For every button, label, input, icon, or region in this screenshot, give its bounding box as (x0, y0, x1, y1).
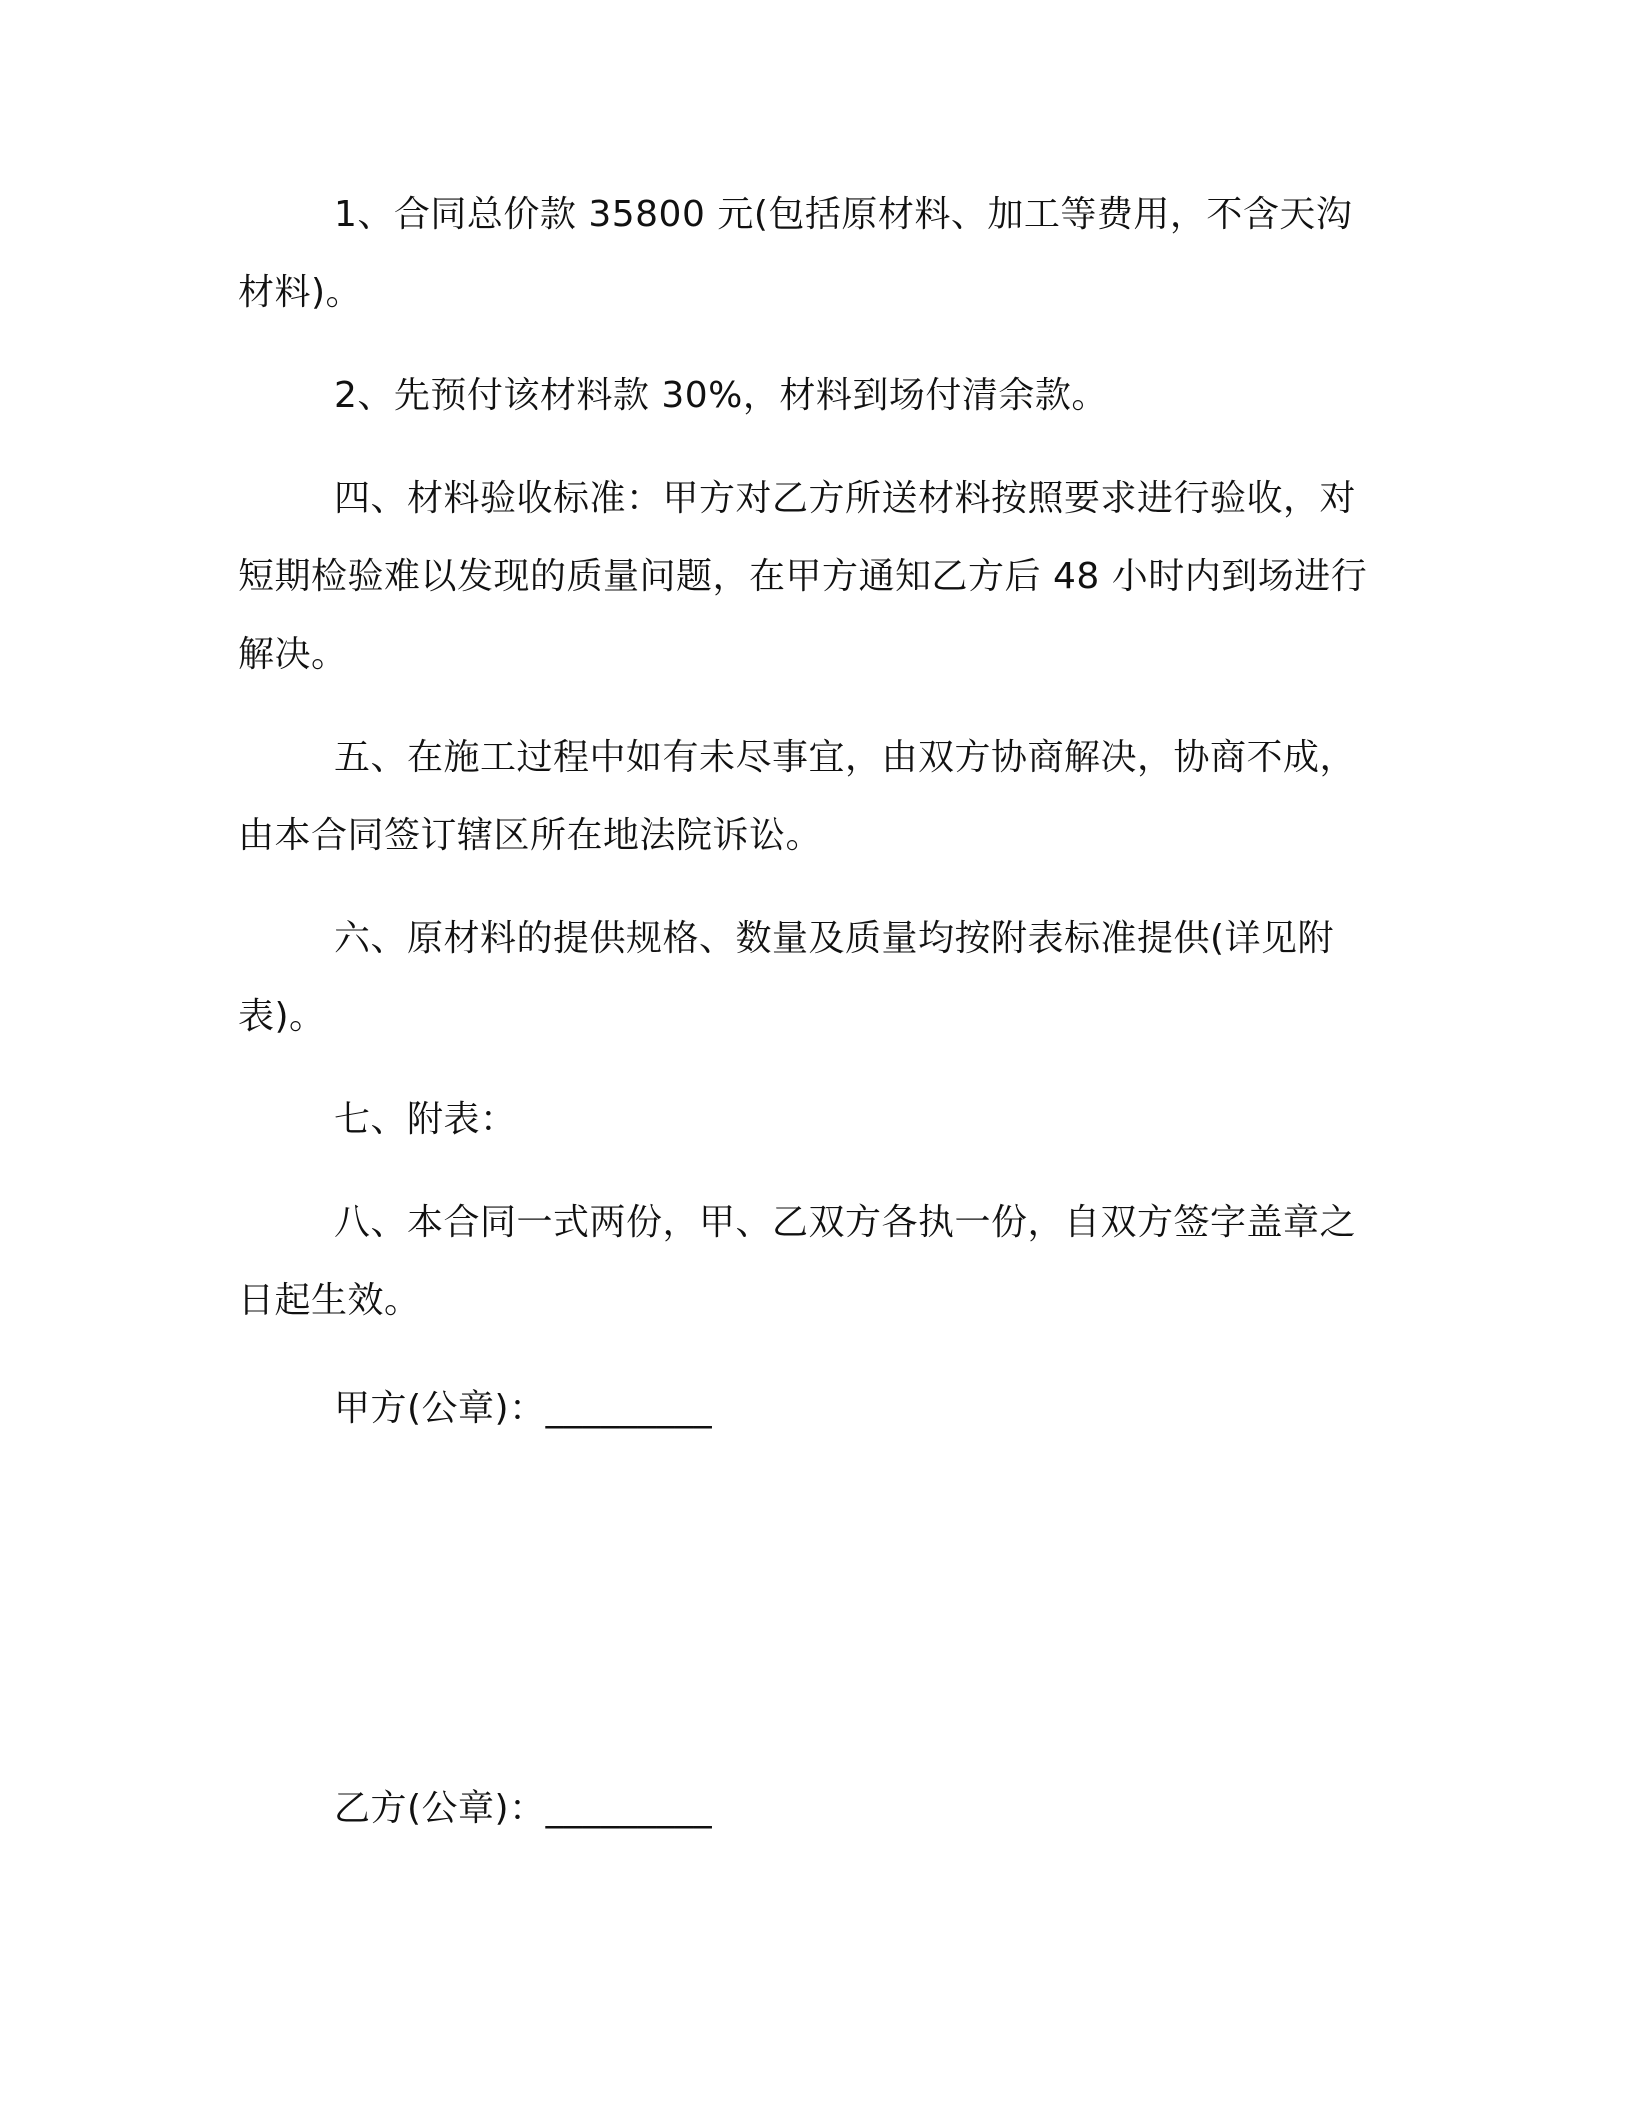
paragraph-gap (238, 1056, 1388, 1081)
party-b-signature (334, 1770, 731, 1848)
clause-payment-total: 1、合同总价款 35800 元(包括原材料、加工等费用，不含天沟材料)。 (238, 194, 1353, 313)
party-b-signature-line: _________ (545, 1788, 713, 1829)
clause-acceptance-standard: 四、材料验收标准：甲方对乙方所送材料按照要求进行验收，对短期检验难以发现的质量问题，在甲方通知乙方后 48 小时内到场进行解决。 (238, 478, 1368, 675)
paragraph-gap (238, 332, 1388, 357)
paragraph-gap (238, 694, 1388, 719)
paragraph-gap (238, 875, 1388, 900)
contract-body (238, 176, 1388, 1340)
party-a-signature-line: _________ (545, 1388, 713, 1429)
paragraph-gap (238, 435, 1388, 460)
clause-dispute-resolution: 五、在施工过程中如有未尽事宜，由双方协商解决，协商不成，由本合同签订辖区所在地法院诉讼。 (238, 737, 1357, 856)
clause-appendix: 七、附表： (334, 1099, 517, 1140)
clause-material-spec: 六、原材料的提供规格、数量及质量均按附表标准提供(详见附表)。 (238, 918, 1335, 1037)
party-a-signature (334, 1370, 731, 1448)
party-a-label: 甲方(公章)： (334, 1388, 546, 1429)
clause-prepayment: 2、先预付该材料款 30%，材料到场付清余款。 (334, 375, 1108, 416)
party-b-label: 乙方(公章)： (334, 1788, 546, 1829)
clause-copies-effective: 八、本合同一式两份，甲、乙双方各执一份，自双方签字盖章之日起生效。 (238, 1202, 1357, 1321)
paragraph-gap (238, 1159, 1388, 1184)
